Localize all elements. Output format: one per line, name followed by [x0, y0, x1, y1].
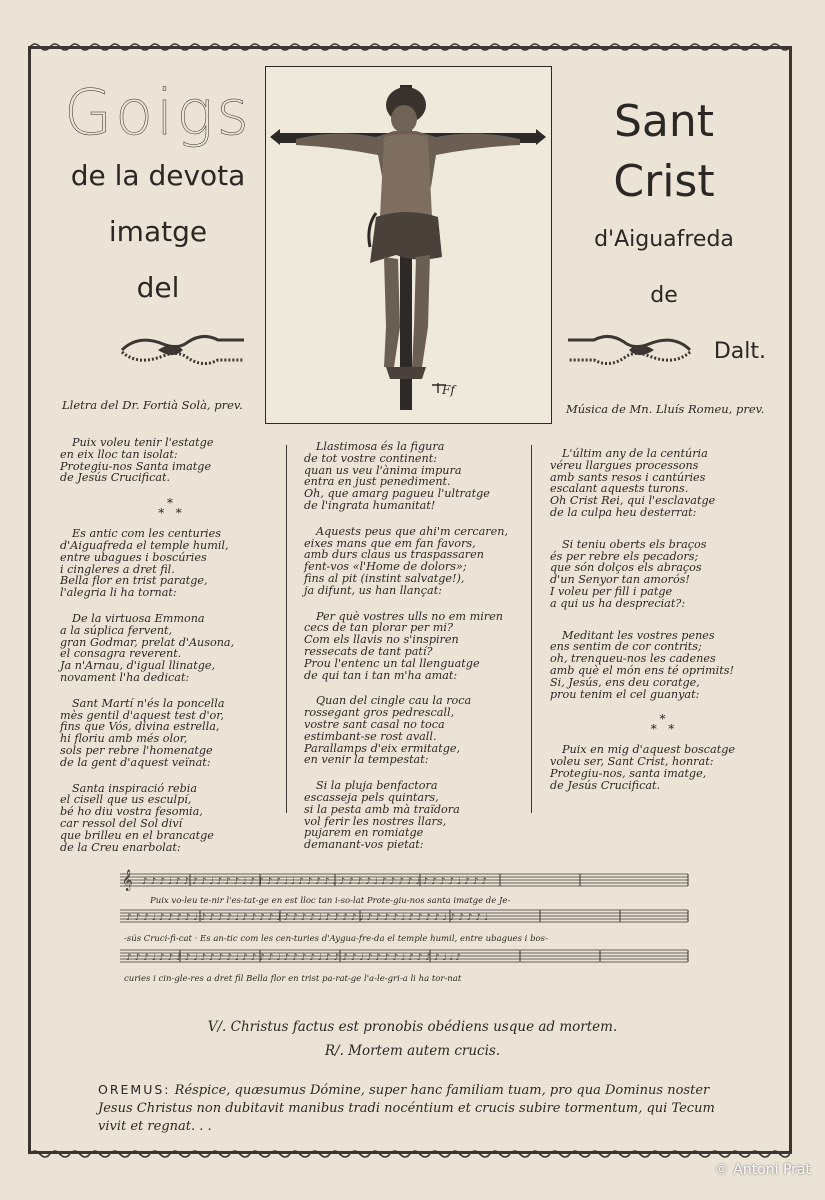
- music-lyric-line-3: curies i cin-gle-res a dret fil Bella flor en trist pa-rat-ge l'a-le-gri-a li ha tor-nat: [124, 974, 462, 984]
- stanza: L'últim any de la centúria véreu llargues processons amb sants resos i cantúries escalant aquests turons. Oh Crist Rei, qui l'esclavatge de la culpa heu desterrat:: [550, 447, 716, 519]
- svg-text:♪ ♪ ♪ ♩ ♪ ♪ ♪ ♪ ♩ ♪ ♪ ♪ ♪ ♩ ♪: ♪ ♪ ♪ ♩ ♪ ♪ ♪ ♪ ♩ ♪ ♪ ♪ ♪ ♩ ♪ ♪ ♪ ♪ ♩ ♪ ♪ ♪ ♪ ♩ ♪ ♪ ♪ ♪ ♩ ♪ ♪ ♪ ♪ ♩ ♪ ♪ ♪ ♪ ♩ ♪ ♪ ♪ ♪ ♩: [126, 913, 489, 923]
- svg-text:♪ ♪ ♪ ♩ ♪ ♪ ♪ ♪ ♩ ♪ ♪ ♪ ♪ ♩ ♪: ♪ ♪ ♪ ♩ ♪ ♪ ♪ ♪ ♩ ♪ ♪ ♪ ♪ ♩ ♪ ♪ ♪ ♪ ♩ ♪ ♪ ♪ ♪ ♩ ♪ ♪ ♪ ♪ ♩ ♪ ♪ ♪ ♪ ♩ ♪ ♪ ♪ ♪ ♩ 𝅗𝅥 ♪: [126, 953, 462, 963]
- title-goigs: Goigs: [64, 76, 252, 149]
- oremus-prayer: [98, 1081, 728, 1136]
- stanza: Puix en mig d'aquest boscatge voleu ser, Sant Crist, honrat: Protegiu-nos, santa imatge, de Jesús Crucificat.: [550, 743, 736, 792]
- left-flourish-icon: [118, 330, 248, 370]
- title-left: [58, 78, 258, 316]
- stanza: Quan del cingle cau la roca rossegant gros pedrescall, vostre sant casal no toca estimbant-se rost avall. Parallamps d'eix ermitatge, en venir la tempestat:: [304, 694, 472, 767]
- title-right-line-1: d'Aiguafreda: [594, 227, 734, 252]
- credit-lyrics: Lletra del Dr. Fortià Solà, prev.: [62, 398, 243, 412]
- verse-column-3: [550, 448, 775, 806]
- copyright-watermark: © Antoni Prat: [714, 1162, 811, 1178]
- title-right-line-3: Dalt.: [713, 339, 766, 364]
- title-sant-crist: Sant Crist: [613, 96, 715, 207]
- response: R/. Mortem autem crucis.: [324, 1043, 501, 1059]
- music-lyric-line-1: Puix vo-leu te-nir l'es-tat-ge en est lloc tan i-so-lat Prote-giu-nos santa imatge de Je-: [150, 896, 511, 906]
- stanza: Per què vostres ulls no em miren cecs de tan plorar per mi? Com els llavis no s'inspiren ressecats de tant patí? Prou l'entenc un tal llenguatge de qui tan i tan m'ha amat:: [304, 609, 503, 682]
- column-divider: [286, 445, 287, 813]
- treble-clef-icon: 𝄞: [122, 870, 133, 891]
- stanza: Santa inspiració rebia el cisell que us esculpí, bé ho diu vostra fesomia, car ressol del Sol diví que brilleu en el brancatge de la Creu enarbolat:: [60, 781, 214, 854]
- right-flourish-icon: [564, 330, 694, 370]
- stanza: Llastimosa és la figura de tot vostre continent: quan us veu l'ànima impura entra en just penediment. Oh, que amarg pagueu l'ultratge de l'ingrata humanitat!: [304, 440, 490, 512]
- verse-column-1: [60, 437, 280, 867]
- stanza: De la virtuosa Emmona a la súplica fervent, gran Godmar, prelat d'Ausona, el consagra reverent. Ja n'Arnau, d'igual llinatge, novament l'ha dedicat:: [60, 611, 235, 684]
- svg-text:♪ ♪ ♪ ♩ ♪ ♪ ♪ ♪ ♩ ♪ ♪ ♪ ♩ ♪ ♪: ♪ ♪ ♪ ♩ ♪ ♪ ♪ ♪ ♩ ♪ ♪ ♪ ♩ ♪ ♪ ♪ ♪ ♩ ♩ ♪ ♪ ♪ ♪ ♩ ♪ ♪ ♪ ♪ ♩ ♪ ♪ ♪ ♪ ♩ ♪ ♪ ♪ ♪ ♩ ♪ ♪ ♪: [142, 877, 488, 887]
- column-divider: [531, 445, 532, 813]
- credit-music: Música de Mn. Lluís Romeu, prev.: [566, 402, 765, 416]
- crucifix-icon: [266, 67, 550, 422]
- stanza: Si teniu oberts els braços és per rebre els pecadors; que són dolços els abraços d'un Senyor tan amorós! I voleu per fill i patge a qui us ha despreciat?:: [550, 537, 707, 610]
- crucifix-image: [265, 66, 552, 424]
- stanza: Aquests peus que ahi'm cercaren, eixes mans que em fan favors, amb durs claus us traspassaren fent-vos «l'Home de dolors»; fins al pit (instint salvatge!), ja difunt, us han llançat:: [304, 524, 509, 597]
- asterism: * * *: [650, 712, 675, 737]
- music-score: [120, 862, 690, 990]
- title-left-line-1: de la devota: [70, 159, 246, 192]
- title-left-line-3: del: [136, 271, 180, 304]
- music-lyric-line-2: -sús Cruci-fi-cat · Es an-tic com les cen-turies d'Aygua-fre-da el temple humil, entre ubagues i bos-: [124, 934, 548, 944]
- versicle: V/. Christus factus est pronobis obédiens usque ad mortem.: [207, 1019, 618, 1035]
- oremus-text: Réspice, quæsumus Dómine, super hanc familiam tuam, pro qua Dominus noster Jesus Christus non dubitavit manibus tradi nocéntium et crucis subire tormentum, qui Tecum vivit et regnat. . .: [98, 1083, 715, 1134]
- verse-column-2: [304, 441, 526, 865]
- artist-signature: Ff: [442, 383, 455, 397]
- stanza: Sant Martí n'és la poncella mès gentil d'aquest test d'or, fins que Vós, divina estrella, hi floriu amb més olor, sols per rebre l'homenatge de la gent d'aquest veïnat:: [60, 696, 225, 769]
- stanza: Puix voleu tenir l'estatge en eix lloc tan isolat: Protegiu-nos Santa imatge de Jesús Crucificat.: [60, 436, 214, 485]
- stanza: Meditant les vostres penes ens sentim de cor contrits; oh, trenqueu-nos les cadenes amb què el món ens té oprimits! Si, Jesús, ens deu coratge, prou tenim el cel guanyat:: [550, 628, 734, 701]
- stanza: Es antic com les centuries d'Aiguafreda el temple humil, entre ubagues i boscúries i cingleres a dret fil. Bella flor en trist paratge, l'alegria li ha tornat:: [60, 527, 229, 600]
- title-right-line-2: de: [650, 283, 678, 308]
- title-left-line-2: imatge: [108, 215, 208, 248]
- oremus-label: OREMUS:: [98, 1082, 171, 1097]
- stanza: Si la pluja benfactora escasseja pels quintars, si la pesta amb mà traïdora vol ferir les nostres llars, pujarem en romiatge demanant-vos pietat:: [304, 779, 460, 852]
- asterism: * * *: [158, 496, 182, 521]
